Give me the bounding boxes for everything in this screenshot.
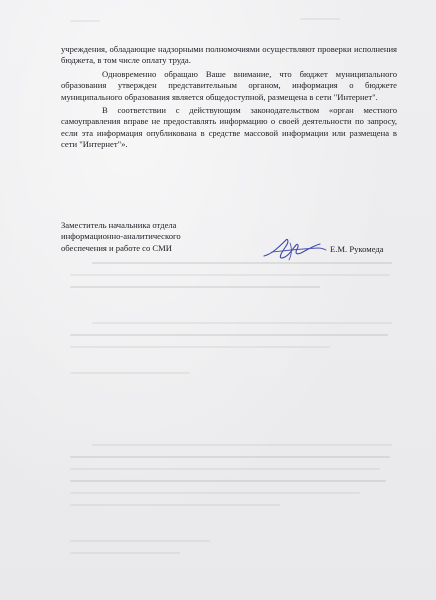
signatory-position — [61, 220, 221, 254]
paragraph-3: В соответствии с действующим законодательством «орган местного самоуправления вправе не предоставлять информацию о своей деятельности по запросу, если эта информация опубликована в средстве массовой информации или размещена в сети "Интернет"». — [61, 105, 397, 150]
signer-name: Е.М. Рукомеда — [330, 244, 384, 254]
position-line-1: Заместитель начальника отдела — [61, 220, 177, 230]
position-line-3: обеспечения и работе со СМИ — [61, 242, 173, 253]
letter-body — [61, 44, 397, 151]
paragraph-2: Одновременно обращаю Ваше внимание, что бюджет муниципального образования утвержден представительным органом, информация о бюджете муниципального образования является общедоступной, размещена в сети "Интернет". — [61, 68, 397, 102]
position-line-2: информационно-аналитического — [61, 231, 181, 242]
handwritten-signature — [262, 236, 328, 264]
paragraph-1: учреждения, обладающие надзорными полномочиями осуществляют проверки исполнения бюджета, в том числе оплату труда. — [61, 44, 397, 66]
